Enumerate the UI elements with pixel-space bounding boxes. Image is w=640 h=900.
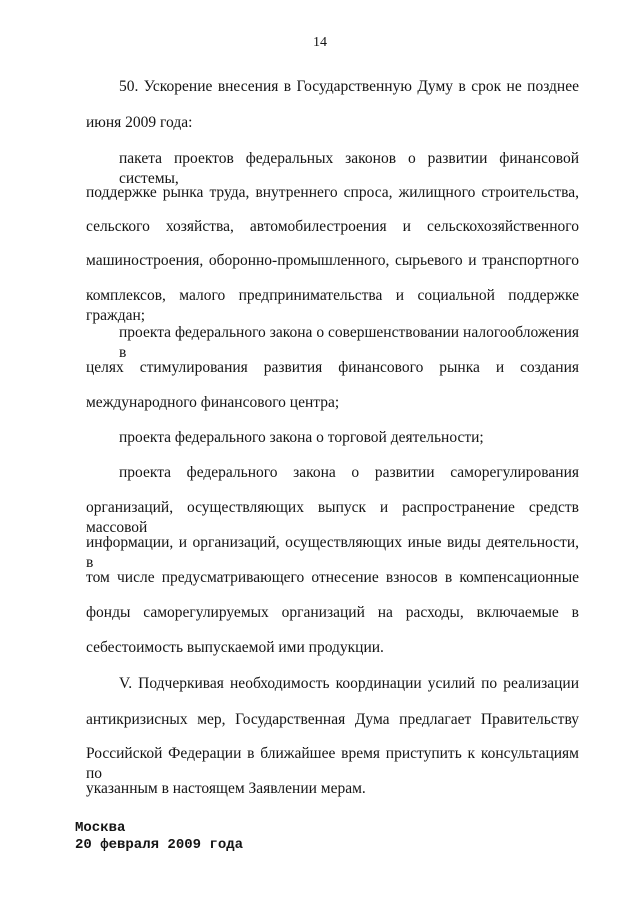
paragraph-2-line-5: комплексов, малого предпринимательства и социальной поддержке граждан; [86, 287, 579, 324]
paragraph-3-line-2: целях стимулирования развития финансового рынка и создания [86, 359, 579, 376]
signature-date: 20 февраля 2009 года [75, 837, 244, 853]
paragraph-6-line-2: антикризисных мер, Государственная Дума предлагает Правительству [86, 711, 579, 728]
paragraph-2-line-1: пакета проектов федеральных законов о развитии финансовой системы, [119, 150, 579, 187]
paragraph-3-line-3: международного финансового центра; [86, 394, 340, 411]
paragraph-5-line-1: проекта федерального закона о развитии саморегулирования [119, 464, 579, 481]
paragraph-6-line-3: Российской Федерации в ближайшее время приступить к консультациям по [86, 745, 579, 782]
paragraph-2-line-3: сельского хозяйства, автомобилестроения и сельскохозяйственного [86, 218, 579, 235]
paragraph-5-line-5: фонды саморегулируемых организаций на расходы, включаемые в [86, 604, 579, 621]
paragraph-1-line-2: июня 2009 года: [86, 114, 193, 131]
paragraph-6-line-1: V. Подчеркивая необходимость координации усилий по реализации [119, 675, 579, 692]
paragraph-1-line-1: 50. Ускорение внесения в Государственную Думу в срок не позднее [119, 78, 579, 95]
page-number: 14 [313, 35, 327, 50]
paragraph-4-line-1: проекта федерального закона о торговой деятельности; [119, 429, 484, 446]
paragraph-2-line-4: машиностроения, оборонно-промышленного, сырьевого и транспортного [86, 252, 579, 269]
signature-city: Москва [75, 820, 126, 836]
paragraph-3-line-1: проекта федерального закона о совершенствовании налогообложения в [119, 324, 579, 361]
paragraph-5-line-2: организаций, осуществляющих выпуск и распространение средств массовой [86, 499, 579, 536]
paragraph-2-line-2: поддержке рынка труда, внутреннего спроса, жилищного строительства, [86, 184, 579, 201]
paragraph-5-line-4: том числе предусматривающего отнесение взносов в компенсационные [86, 569, 579, 586]
paragraph-5-line-3: информации, и организаций, осуществляющих иные виды деятельности, в [86, 534, 579, 571]
paragraph-6-line-4: указанным в настоящем Заявлении мерам. [86, 780, 366, 797]
paragraph-5-line-6: себестоимость выпускаемой ими продукции. [86, 639, 384, 656]
